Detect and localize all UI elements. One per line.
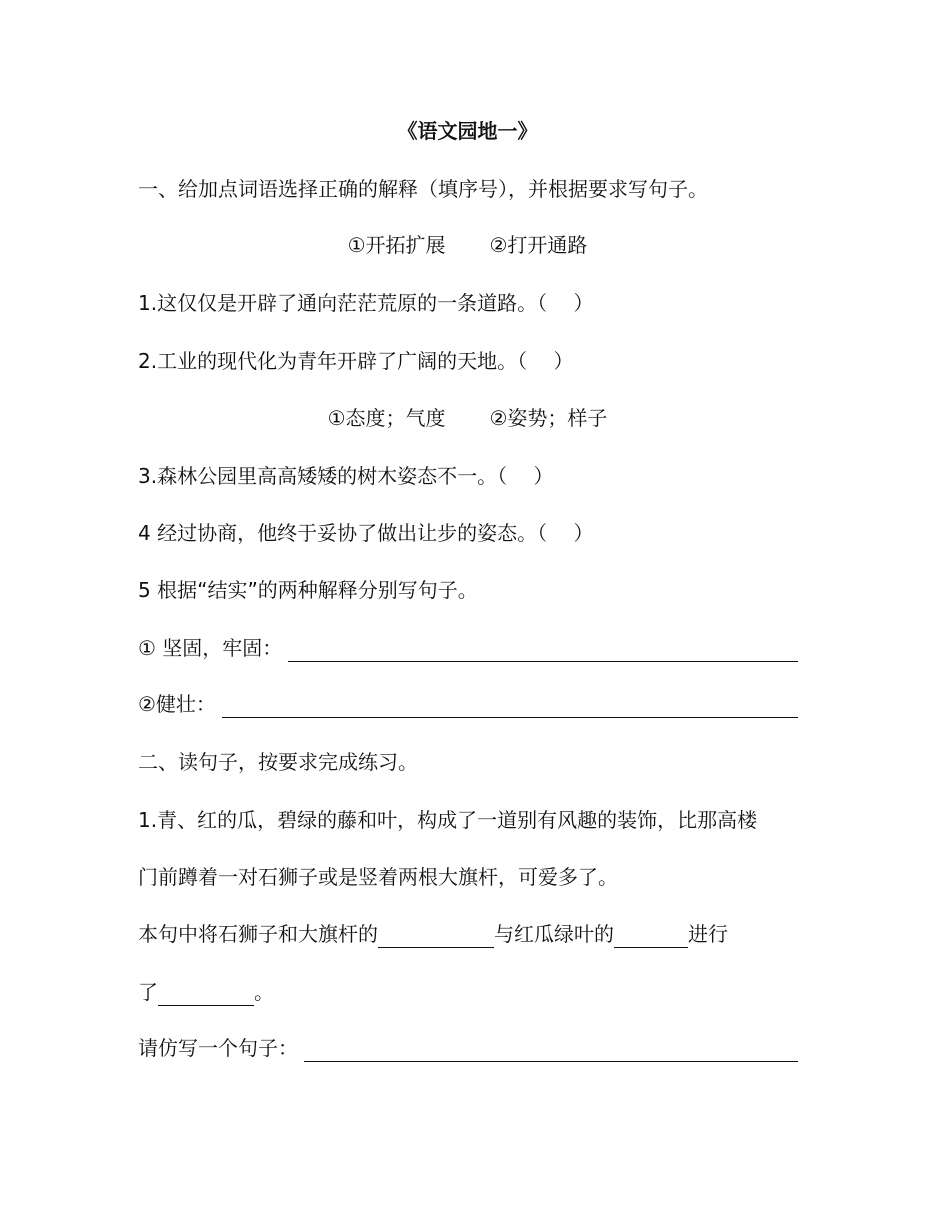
option-b-1: ①态度；气度 bbox=[327, 406, 446, 430]
option-b-2: ②姿势；样子 bbox=[489, 406, 608, 430]
q5-answer-a-line[interactable] bbox=[288, 639, 798, 662]
section-2-heading: 二、读句子，按要求完成练习。 bbox=[138, 750, 418, 774]
question-4: 4 经过协商，他终于妥协了做出让步的姿态。（ ） bbox=[138, 521, 594, 545]
question-5: 5 根据“结实”的两种解释分别写句子。 bbox=[138, 578, 478, 602]
fill-part-1: 本句中将石狮子和大旗杆的 bbox=[138, 922, 378, 946]
q5-answer-b-line[interactable] bbox=[222, 695, 798, 718]
fill-part-3: 进行 bbox=[688, 922, 728, 946]
question-1: 1.这仅仅是开辟了通向茫茫荒原的一条道路。（ ） bbox=[138, 291, 594, 315]
question-2: 2.工业的现代化为青年开辟了广阔的天地。（ ） bbox=[138, 349, 574, 373]
fill-in-sentence bbox=[138, 920, 798, 948]
page-title: 《语文园地一》 bbox=[397, 119, 538, 143]
blank-3[interactable] bbox=[158, 983, 254, 1006]
option-a-2: ②打开通路 bbox=[489, 233, 588, 257]
blank-2[interactable] bbox=[614, 925, 688, 948]
options-a bbox=[0, 231, 935, 259]
q5-answer-b bbox=[138, 690, 798, 718]
fill-part-5: 。 bbox=[254, 980, 274, 1004]
blank-1[interactable] bbox=[378, 925, 494, 948]
imitate-sentence bbox=[138, 1034, 798, 1062]
fill-part-4: 了 bbox=[138, 980, 158, 1004]
options-b bbox=[0, 404, 935, 432]
imitate-label: 请仿写一个句子： bbox=[138, 1036, 298, 1060]
q5-answer-a-label: ① 坚固，牢固： bbox=[138, 636, 283, 660]
fill-part-2: 与红瓜绿叶的 bbox=[494, 922, 614, 946]
sentence-line-2: 门前蹲着一对石狮子或是竖着两根大旗杆，可爱多了。 bbox=[138, 865, 618, 889]
q5-answer-a bbox=[138, 634, 798, 662]
q5-answer-b-label: ②健壮： bbox=[138, 692, 216, 716]
question-3: 3.森林公园里高高矮矮的树木姿态不一。（ ） bbox=[138, 464, 554, 488]
fill-in-sentence-cont bbox=[138, 978, 798, 1006]
imitate-line[interactable] bbox=[304, 1039, 798, 1062]
option-a-1: ①开拓扩展 bbox=[347, 233, 446, 257]
section-1-heading: 一、给加点词语选择正确的解释（填序号），并根据要求写句子。 bbox=[138, 177, 708, 201]
sentence-line-1: 1.青、红的瓜，碧绿的藤和叶，构成了一道别有风趣的装饰，比那高楼 bbox=[138, 808, 758, 832]
